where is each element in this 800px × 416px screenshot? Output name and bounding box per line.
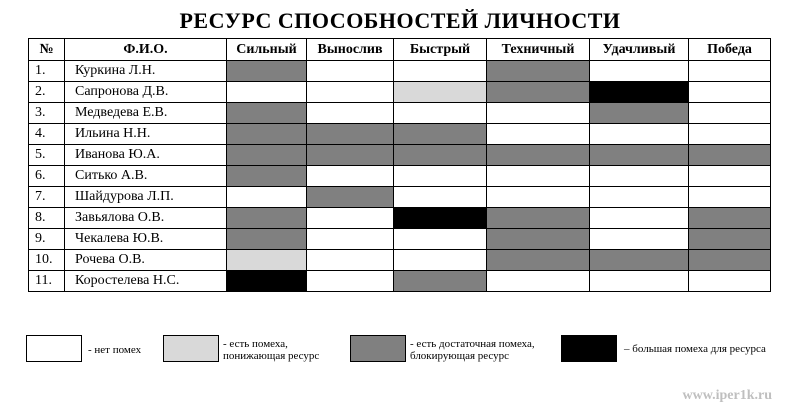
row-number: 3.	[29, 103, 65, 124]
rating-cell	[394, 271, 487, 292]
rating-cell	[307, 250, 394, 271]
rating-cell	[394, 145, 487, 166]
rating-cell	[689, 229, 771, 250]
legend-label-light: - есть помеха, понижающая ресурс	[223, 338, 320, 362]
table-row	[29, 124, 771, 145]
legend	[0, 335, 800, 375]
row-name: Ильина Н.Н.	[65, 124, 227, 145]
row-name: Сапронова Д.В.	[65, 82, 227, 103]
rating-cell	[689, 103, 771, 124]
row-number: 2.	[29, 82, 65, 103]
rating-cell	[394, 250, 487, 271]
table-row	[29, 208, 771, 229]
rating-cell	[689, 61, 771, 82]
header-strong: Сильный	[227, 39, 307, 61]
rating-cell	[590, 103, 689, 124]
rating-cell	[227, 229, 307, 250]
rating-cell	[487, 208, 590, 229]
rating-cell	[590, 229, 689, 250]
legend-label-none: - нет помех	[88, 344, 142, 356]
rating-cell	[487, 229, 590, 250]
rating-cell	[227, 250, 307, 271]
rating-cell	[227, 124, 307, 145]
legend-swatch-medium	[350, 335, 406, 362]
rating-cell	[487, 166, 590, 187]
rating-cell	[307, 208, 394, 229]
rating-cell	[487, 250, 590, 271]
rating-cell	[590, 271, 689, 292]
rating-cell	[689, 187, 771, 208]
rating-cell	[227, 61, 307, 82]
rating-cell	[590, 166, 689, 187]
page-title: РЕСУРС СПОСОБНОСТЕЙ ЛИЧНОСТИ	[179, 8, 621, 33]
header-lucky: Удачливый	[590, 39, 689, 61]
rating-cell	[487, 124, 590, 145]
header-enduring: Вынослив	[307, 39, 394, 61]
row-name: Шайдурова Л.П.	[65, 187, 227, 208]
rating-cell	[394, 82, 487, 103]
rating-cell	[227, 82, 307, 103]
header-technical: Техничный	[487, 39, 590, 61]
rating-cell	[590, 187, 689, 208]
rating-cell	[307, 103, 394, 124]
rating-cell	[394, 229, 487, 250]
rating-cell	[307, 229, 394, 250]
rating-cell	[689, 271, 771, 292]
rating-cell	[307, 61, 394, 82]
rating-cell	[307, 145, 394, 166]
legend-swatch-heavy	[561, 335, 617, 362]
rating-cell	[590, 124, 689, 145]
rating-cell	[487, 187, 590, 208]
rating-cell	[307, 82, 394, 103]
rating-cell	[590, 250, 689, 271]
table-row	[29, 187, 771, 208]
header-fast: Быстрый	[394, 39, 487, 61]
rating-cell	[487, 82, 590, 103]
rating-cell	[689, 208, 771, 229]
rating-cell	[689, 250, 771, 271]
table-row	[29, 229, 771, 250]
rating-cell	[689, 166, 771, 187]
rating-cell	[689, 124, 771, 145]
rating-cell	[227, 187, 307, 208]
row-number: 7.	[29, 187, 65, 208]
rating-cell	[394, 61, 487, 82]
rating-cell	[394, 208, 487, 229]
rating-cell	[307, 187, 394, 208]
table-row	[29, 145, 771, 166]
rating-cell	[394, 187, 487, 208]
row-name: Медведева Е.В.	[65, 103, 227, 124]
rating-cell	[227, 145, 307, 166]
row-name: Коростелева Н.С.	[65, 271, 227, 292]
rating-cell	[689, 82, 771, 103]
rating-cell	[394, 166, 487, 187]
legend-swatch-light	[163, 335, 219, 362]
row-number: 9.	[29, 229, 65, 250]
rating-cell	[394, 103, 487, 124]
row-name: Куркина Л.Н.	[65, 61, 227, 82]
rating-cell	[394, 124, 487, 145]
table-row	[29, 61, 771, 82]
row-number: 5.	[29, 145, 65, 166]
rating-cell	[487, 271, 590, 292]
rating-cell	[227, 103, 307, 124]
rating-cell	[227, 208, 307, 229]
ability-table	[28, 38, 771, 292]
row-number: 8.	[29, 208, 65, 229]
rating-cell	[689, 145, 771, 166]
rating-cell	[227, 271, 307, 292]
row-number: 4.	[29, 124, 65, 145]
rating-cell	[307, 271, 394, 292]
legend-label-heavy: – большая помеха для ресурса	[624, 343, 766, 355]
row-number: 11.	[29, 271, 65, 292]
table-row	[29, 271, 771, 292]
rating-cell	[487, 61, 590, 82]
rating-cell	[590, 208, 689, 229]
table-row	[29, 103, 771, 124]
watermark: www.iper1k.ru	[682, 388, 772, 403]
header-num: №	[29, 39, 65, 61]
rating-cell	[590, 61, 689, 82]
table-row	[29, 82, 771, 103]
row-name: Завьялова О.В.	[65, 208, 227, 229]
header-name: Ф.И.О.	[65, 39, 227, 61]
row-name: Иванова Ю.А.	[65, 145, 227, 166]
rating-cell	[307, 166, 394, 187]
legend-label-medium: - есть достаточная помеха, блокирующая ресурс	[410, 338, 535, 362]
rating-cell	[227, 166, 307, 187]
row-number: 1.	[29, 61, 65, 82]
legend-swatch-none	[26, 335, 82, 362]
table-row	[29, 250, 771, 271]
row-name: Чекалева Ю.В.	[65, 229, 227, 250]
row-number: 6.	[29, 166, 65, 187]
row-name: Рочева О.В.	[65, 250, 227, 271]
header-victory: Победа	[689, 39, 771, 61]
row-number: 10.	[29, 250, 65, 271]
rating-cell	[590, 82, 689, 103]
row-name: Ситько А.В.	[65, 166, 227, 187]
rating-cell	[590, 145, 689, 166]
rating-cell	[487, 103, 590, 124]
rating-cell	[307, 124, 394, 145]
table-row	[29, 166, 771, 187]
rating-cell	[487, 145, 590, 166]
header-row	[29, 39, 771, 61]
